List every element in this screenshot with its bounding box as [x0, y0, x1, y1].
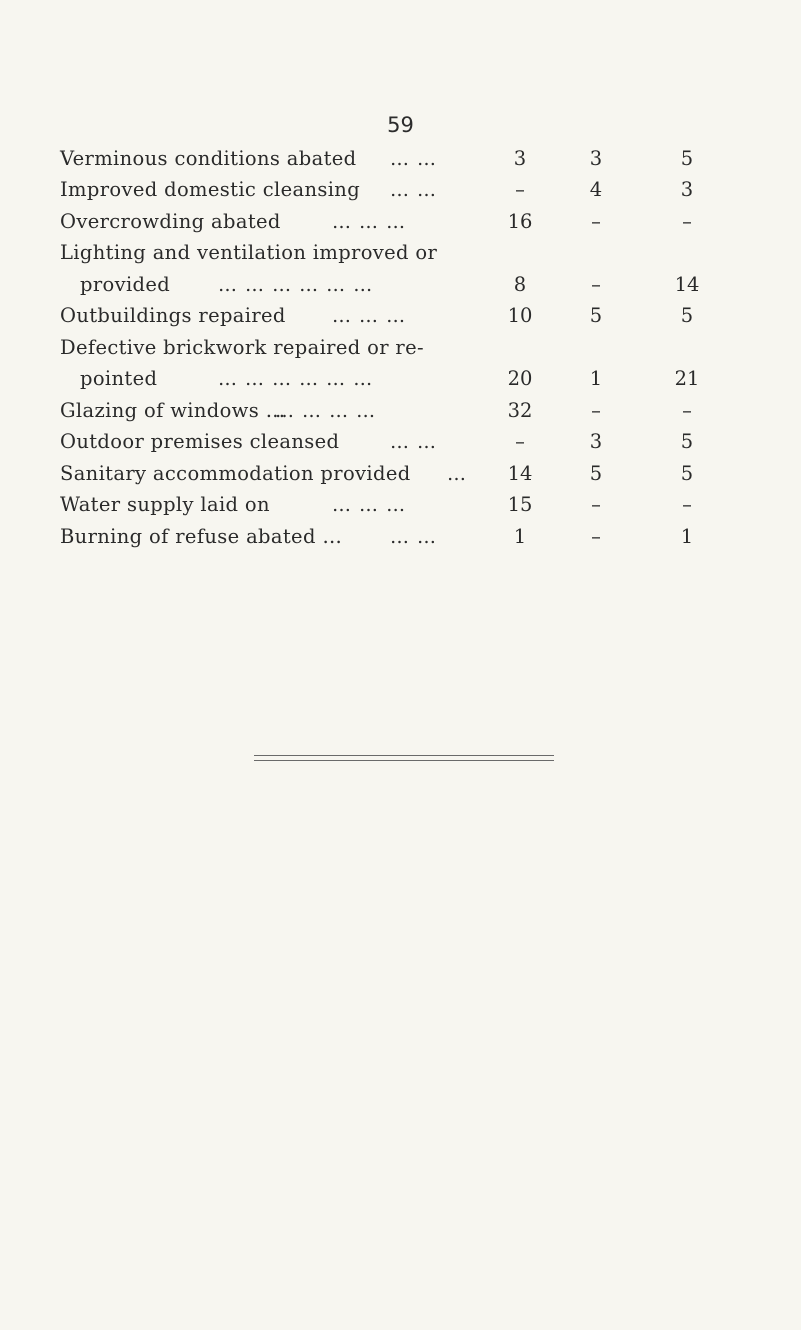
cell-col3: –	[682, 210, 692, 233]
leader-dots: … …	[390, 526, 438, 548]
leader-dots: … … … … … …	[218, 368, 374, 390]
cell-col3: –	[682, 493, 692, 516]
cell-col2: 5	[589, 304, 603, 327]
cell-col3: 3	[680, 178, 694, 201]
row-label: Verminous conditions abated	[60, 147, 357, 170]
leader-dots: … … … …	[275, 400, 377, 422]
cell-col1: 16	[507, 210, 533, 233]
row-label: provided	[80, 273, 171, 296]
cell-col2: –	[591, 210, 601, 233]
cell-col2: 3	[589, 430, 603, 453]
cell-col1: –	[515, 178, 525, 201]
cell-col3: 14	[674, 273, 700, 296]
page-number: 59	[387, 113, 414, 137]
cell-col1: 1	[513, 525, 527, 548]
leader-dots: … …	[390, 179, 438, 201]
leader-dots: … … …	[332, 494, 407, 516]
cell-col2: 4	[589, 178, 603, 201]
cell-col3: 5	[680, 304, 694, 327]
cell-col3: 1	[680, 525, 694, 548]
cell-col2: –	[591, 273, 601, 296]
cell-col1: 15	[507, 493, 533, 516]
cell-col1: 10	[507, 304, 533, 327]
row-label: Burning of refuse abated …	[60, 525, 343, 548]
cell-col2: –	[591, 525, 601, 548]
cell-col1: 3	[513, 147, 527, 170]
row-label: Glazing of windows …	[60, 399, 286, 422]
cell-col3: 5	[680, 147, 694, 170]
leader-dots: … … …	[332, 211, 407, 233]
row-label: Lighting and ventilation improved or	[60, 241, 438, 264]
cell-col2: 1	[589, 367, 603, 390]
leader-dots: … …	[390, 431, 438, 453]
row-label: Defective brickwork repaired or re-	[60, 336, 424, 359]
row-label: Water supply laid on	[60, 493, 270, 516]
row-label: Outbuildings repaired	[60, 304, 286, 327]
cell-col1: 32	[507, 399, 533, 422]
row-label: Outdoor premises cleansed	[60, 430, 340, 453]
row-label: pointed	[80, 367, 158, 390]
cell-col2: –	[591, 493, 601, 516]
leader-dots: … …	[390, 148, 438, 170]
leader-dots: …	[447, 463, 467, 485]
leader-dots: … … … … … …	[218, 274, 374, 296]
bottom-rule	[254, 760, 554, 761]
cell-col1: –	[515, 430, 525, 453]
leader-dots: … … …	[332, 305, 407, 327]
row-label: Overcrowding abated	[60, 210, 281, 233]
cell-col1: 20	[507, 367, 533, 390]
bottom-rule	[254, 755, 554, 756]
cell-col3: 5	[680, 462, 694, 485]
cell-col3: 21	[674, 367, 700, 390]
cell-col3: –	[682, 399, 692, 422]
cell-col1: 14	[507, 462, 533, 485]
cell-col2: 5	[589, 462, 603, 485]
row-label: Sanitary accommodation provided	[60, 462, 411, 485]
cell-col3: 5	[680, 430, 694, 453]
cell-col2: 3	[589, 147, 603, 170]
cell-col2: –	[591, 399, 601, 422]
cell-col1: 8	[513, 273, 527, 296]
row-label: Improved domestic cleansing	[60, 178, 361, 201]
